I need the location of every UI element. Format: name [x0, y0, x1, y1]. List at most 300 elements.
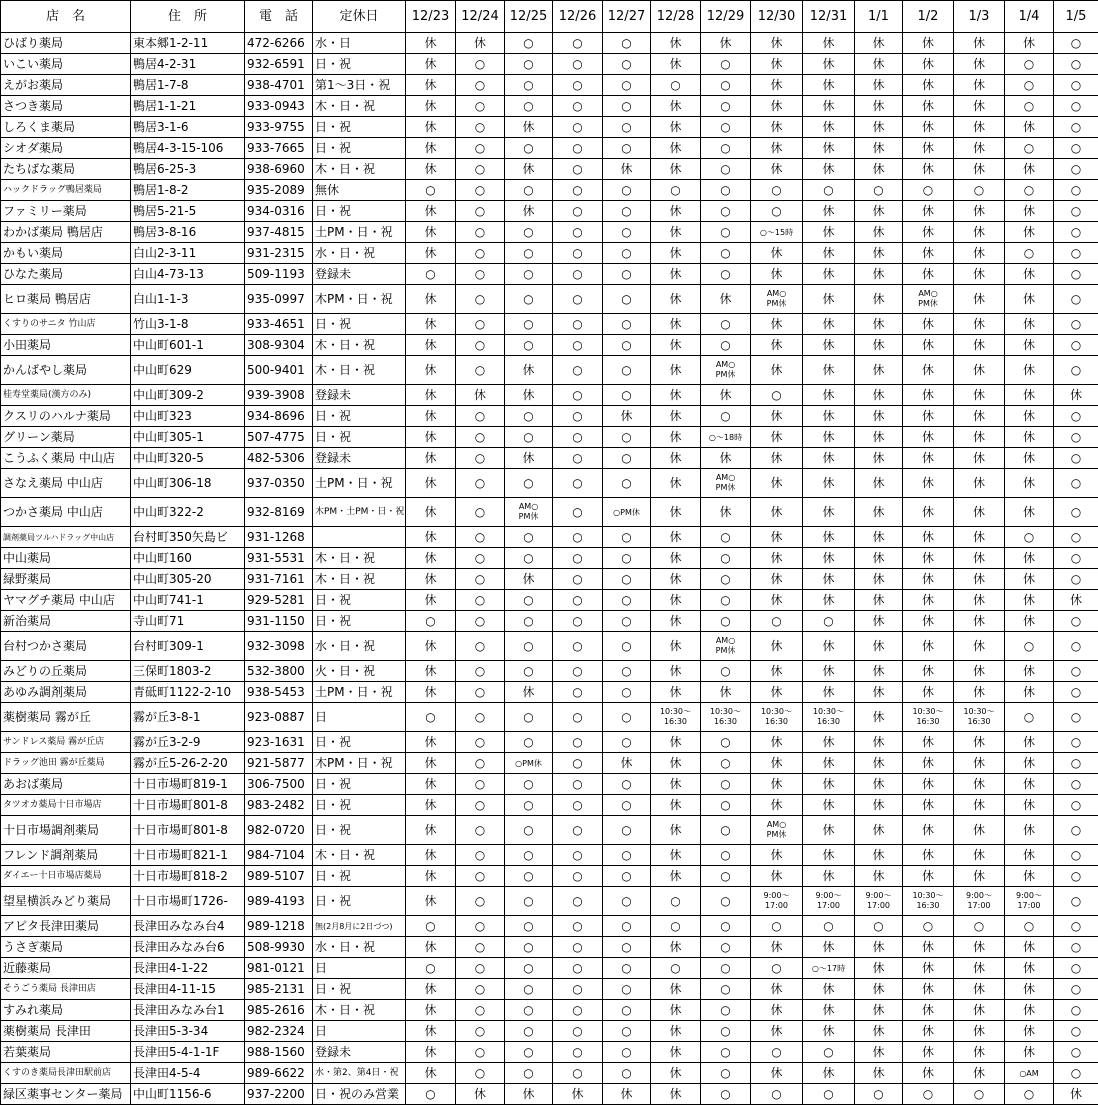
day-status: 休 [903, 661, 954, 682]
store-address: 台村町309-1 [131, 632, 245, 661]
day-status: ○ [553, 816, 603, 845]
day-status: 休 [855, 356, 903, 385]
store-name: ファミリー薬局 [1, 201, 131, 222]
day-status: 休 [855, 1042, 903, 1063]
day-status: ○ [553, 469, 603, 498]
table-row [1, 661, 1098, 682]
store-name: タツオカ薬局十日市場店 [1, 795, 131, 816]
day-status: 休 [855, 1000, 903, 1021]
day-status: 休 [406, 314, 456, 335]
day-status: ○ [603, 937, 651, 958]
day-status: 休 [855, 159, 903, 180]
day-status: 休 [1005, 611, 1054, 632]
header-date: 12/30 [751, 1, 803, 33]
day-status: ○ [603, 117, 651, 138]
day-status: ○ [1054, 1000, 1098, 1021]
day-status: 休 [751, 1063, 803, 1084]
day-status: 休 [751, 138, 803, 159]
day-status: 休 [651, 243, 701, 264]
header-date: 12/24 [456, 1, 505, 33]
day-status: ○ [903, 1084, 954, 1105]
day-status: ○ [456, 816, 505, 845]
day-status: ○ [553, 569, 603, 590]
day-status: 休 [803, 335, 855, 356]
day-status: ○ [1005, 527, 1054, 548]
store-name: すみれ薬局 [1, 1000, 131, 1021]
day-status: 休 [651, 264, 701, 285]
day-status: 休 [406, 682, 456, 703]
day-status: 休 [406, 222, 456, 243]
day-status: 休 [954, 54, 1005, 75]
store-phone: 981-0121 [245, 958, 313, 979]
day-status: ○ [456, 916, 505, 937]
table-row [1, 590, 1098, 611]
day-status: ○ [701, 75, 751, 96]
day-status: ○ [505, 335, 553, 356]
store-phone: 308-9304 [245, 335, 313, 356]
day-status: ○ [406, 703, 456, 732]
store-phone: 932-3098 [245, 632, 313, 661]
day-status: AM○ PM休 [701, 632, 751, 661]
day-status: ○ [701, 887, 751, 916]
regular-holiday: 木PM・日・祝 [313, 285, 406, 314]
day-status: 休 [406, 285, 456, 314]
regular-holiday: 日 [313, 958, 406, 979]
regular-holiday: 日・祝 [313, 201, 406, 222]
regular-holiday: 木・日・祝 [313, 356, 406, 385]
store-address: 中山町306-18 [131, 469, 245, 498]
day-status: 休 [1005, 222, 1054, 243]
store-name: 薬樹薬局 霧が丘 [1, 703, 131, 732]
day-status: 休 [1005, 117, 1054, 138]
store-name: ハックドラッグ鴨居薬局 [1, 180, 131, 201]
day-status: ○ [701, 1021, 751, 1042]
day-status: 休 [954, 314, 1005, 335]
store-address: 霧が丘5-26-2-20 [131, 753, 245, 774]
day-status: ○ [855, 1084, 903, 1105]
day-status: 休 [954, 356, 1005, 385]
store-name: みどりの丘薬局 [1, 661, 131, 682]
table-row [1, 611, 1098, 632]
day-status: ○ [701, 54, 751, 75]
table-row [1, 548, 1098, 569]
day-status: 休 [1005, 979, 1054, 1000]
store-phone: 935-2089 [245, 180, 313, 201]
day-status: ○～15時 [751, 222, 803, 243]
day-status: ○ [1005, 138, 1054, 159]
day-status: 休 [651, 448, 701, 469]
day-status: 休 [1005, 285, 1054, 314]
store-name: かもい薬局 [1, 243, 131, 264]
day-status: 休 [855, 285, 903, 314]
table-row [1, 33, 1098, 54]
regular-holiday: 登録未 [313, 385, 406, 406]
regular-holiday: 日・祝 [313, 866, 406, 887]
day-status: ○ [505, 590, 553, 611]
day-status: ○ [1005, 243, 1054, 264]
store-address: 中山町309-2 [131, 385, 245, 406]
day-status: ○ [1054, 958, 1098, 979]
day-status: 休 [903, 937, 954, 958]
day-status: ○ [803, 1084, 855, 1105]
day-status: ○ [603, 314, 651, 335]
day-status: 休 [803, 498, 855, 527]
day-status: ○ [603, 222, 651, 243]
store-name: あゆみ調剤薬局 [1, 682, 131, 703]
day-status: ○ [456, 96, 505, 117]
header-date: 1/1 [855, 1, 903, 33]
day-status: 休 [903, 222, 954, 243]
day-status: ○ [1054, 264, 1098, 285]
day-status: ○ [456, 611, 505, 632]
table-row [1, 866, 1098, 887]
store-name: そうごう薬局 長津田店 [1, 979, 131, 1000]
day-status: 休 [803, 774, 855, 795]
day-status: ○ [553, 795, 603, 816]
day-status: ○ [553, 498, 603, 527]
day-status: 休 [751, 159, 803, 180]
day-status: 休 [651, 335, 701, 356]
store-address: 中山町320-5 [131, 448, 245, 469]
day-status: 休 [954, 33, 1005, 54]
store-address: 寺山町71 [131, 611, 245, 632]
day-status: ○ [505, 866, 553, 887]
day-status: 休 [903, 117, 954, 138]
store-phone: 937-4815 [245, 222, 313, 243]
day-status: ○ [751, 611, 803, 632]
store-name: クスリのハルナ薬局 [1, 406, 131, 427]
day-status: ○ [1054, 774, 1098, 795]
day-status: 休 [406, 406, 456, 427]
day-status: 休 [505, 356, 553, 385]
regular-holiday: 木・日・祝 [313, 548, 406, 569]
day-status: 休 [954, 75, 1005, 96]
day-status: 休 [903, 774, 954, 795]
store-name: さなえ薬局 中山店 [1, 469, 131, 498]
day-status: 休 [1005, 427, 1054, 448]
day-status: ○ [603, 816, 651, 845]
regular-holiday: 日・祝 [313, 314, 406, 335]
day-status: ○ [701, 548, 751, 569]
table-row [1, 887, 1098, 916]
store-name: うさぎ薬局 [1, 937, 131, 958]
day-status: ○ [803, 916, 855, 937]
day-status: ○ [603, 33, 651, 54]
day-status: ○ [1054, 569, 1098, 590]
day-status: ○ [505, 285, 553, 314]
day-status: ○ [603, 548, 651, 569]
day-status: 休 [803, 117, 855, 138]
store-address: 長津田5-4-1-1F [131, 1042, 245, 1063]
day-status: 休 [1005, 816, 1054, 845]
day-status: 9:00～ 17:00 [803, 887, 855, 916]
day-status: 10:30～ 16:30 [954, 703, 1005, 732]
day-status: ○ [701, 795, 751, 816]
day-status: ○ [701, 243, 751, 264]
day-status: 休 [803, 385, 855, 406]
day-status: 休 [651, 632, 701, 661]
store-name: えがお薬局 [1, 75, 131, 96]
day-status: ○ [701, 96, 751, 117]
day-status: 休 [751, 937, 803, 958]
regular-holiday: 日・祝 [313, 816, 406, 845]
store-address: 鴨居3-1-6 [131, 117, 245, 138]
day-status: 休 [701, 385, 751, 406]
table-row [1, 406, 1098, 427]
day-status: ○ [505, 916, 553, 937]
day-status: 休 [803, 96, 855, 117]
day-status: 休 [903, 201, 954, 222]
day-status: ○ [456, 1042, 505, 1063]
table-row [1, 75, 1098, 96]
day-status: 10:30～ 16:30 [751, 703, 803, 732]
day-status: 休 [954, 682, 1005, 703]
table-row [1, 469, 1098, 498]
store-phone: 938-4701 [245, 75, 313, 96]
store-name: 台村つかさ薬局 [1, 632, 131, 661]
day-status: 休 [651, 661, 701, 682]
day-status: ○ [553, 243, 603, 264]
day-status: 休 [1005, 590, 1054, 611]
day-status: ○ [701, 845, 751, 866]
day-status: 休 [855, 1063, 903, 1084]
day-status: 休 [803, 1063, 855, 1084]
day-status: ○ [1054, 661, 1098, 682]
day-status: 休 [803, 243, 855, 264]
day-status: AM○ PM休 [505, 498, 553, 527]
day-status: 休 [954, 569, 1005, 590]
day-status: ○ [803, 180, 855, 201]
day-status: ○ [456, 243, 505, 264]
store-phone: 482-5306 [245, 448, 313, 469]
day-status: ○ [553, 632, 603, 661]
day-status: 休 [651, 979, 701, 1000]
day-status: 休 [701, 498, 751, 527]
day-status: ○ [701, 180, 751, 201]
day-status: ○ [456, 979, 505, 1000]
day-status: ○ [751, 1084, 803, 1105]
day-status: 休 [903, 406, 954, 427]
day-status: 休 [803, 1000, 855, 1021]
day-status: 休 [456, 1084, 505, 1105]
day-status: 休 [505, 201, 553, 222]
day-status: 休 [406, 75, 456, 96]
day-status: 10:30～ 16:30 [701, 703, 751, 732]
day-status: AM○ PM休 [751, 816, 803, 845]
table-row [1, 264, 1098, 285]
day-status: ○ [603, 356, 651, 385]
store-address: 長津田みなみ台1 [131, 1000, 245, 1021]
day-status: 休 [855, 958, 903, 979]
store-name: かんばやし薬局 [1, 356, 131, 385]
table-row [1, 498, 1098, 527]
store-phone: 985-2131 [245, 979, 313, 1000]
table-row [1, 1042, 1098, 1063]
day-status: 休 [651, 1021, 701, 1042]
day-status: 休 [954, 732, 1005, 753]
day-status: ○ [456, 527, 505, 548]
day-status: ○ [603, 264, 651, 285]
table-row [1, 632, 1098, 661]
day-status: ○ [1054, 335, 1098, 356]
day-status: ○ [603, 795, 651, 816]
day-status: 休 [803, 795, 855, 816]
day-status: ○AM [1005, 1063, 1054, 1084]
day-status: ○ [553, 159, 603, 180]
day-status: ○ [701, 335, 751, 356]
day-status: 休 [751, 682, 803, 703]
day-status: 休 [954, 958, 1005, 979]
table-row [1, 54, 1098, 75]
day-status: 休 [505, 159, 553, 180]
day-status: ○ [505, 887, 553, 916]
regular-holiday: 水・日・祝 [313, 632, 406, 661]
store-address: 鴨居3-8-16 [131, 222, 245, 243]
day-status: ○ [603, 180, 651, 201]
day-status: ○ [1054, 96, 1098, 117]
day-status: ○ [701, 569, 751, 590]
day-status: 休 [903, 1042, 954, 1063]
day-status: 休 [903, 732, 954, 753]
regular-holiday: 登録未 [313, 448, 406, 469]
table-body [1, 33, 1098, 1105]
day-status: 休 [855, 682, 903, 703]
day-status: ○ [505, 138, 553, 159]
regular-holiday: 水・第2、第4日・祝 [313, 1063, 406, 1084]
day-status: 休 [751, 96, 803, 117]
day-status: 休 [803, 816, 855, 845]
day-status: 休 [803, 569, 855, 590]
regular-holiday: 木・日・祝 [313, 845, 406, 866]
day-status: ○ [406, 958, 456, 979]
day-status: 休 [954, 774, 1005, 795]
day-status: 休 [855, 264, 903, 285]
day-status: 休 [406, 569, 456, 590]
day-status: 休 [651, 201, 701, 222]
day-status: ○ [553, 222, 603, 243]
table-row [1, 243, 1098, 264]
day-status: ○ [701, 264, 751, 285]
day-status: 休 [855, 96, 903, 117]
store-phone: 989-6622 [245, 1063, 313, 1084]
store-address: 鴨居1-8-2 [131, 180, 245, 201]
day-status: 休 [651, 753, 701, 774]
store-address: 中山町629 [131, 356, 245, 385]
day-status: 休 [954, 285, 1005, 314]
day-status: 休 [855, 1021, 903, 1042]
day-status: ○ [553, 916, 603, 937]
day-status: 休 [855, 243, 903, 264]
day-status: ○ [505, 958, 553, 979]
day-status: ○ [603, 732, 651, 753]
day-status: 休 [954, 469, 1005, 498]
regular-holiday: 木PM・日・祝 [313, 753, 406, 774]
table-row [1, 753, 1098, 774]
day-status: ○ [603, 958, 651, 979]
day-status: ○ [651, 75, 701, 96]
day-status: ○ [1054, 406, 1098, 427]
day-status: ○ [505, 264, 553, 285]
day-status: 休 [406, 774, 456, 795]
day-status: 休 [651, 611, 701, 632]
day-status: 休 [751, 845, 803, 866]
store-phone: 988-1560 [245, 1042, 313, 1063]
regular-holiday: 日・祝 [313, 427, 406, 448]
day-status: ○ [456, 285, 505, 314]
day-status: ○ [603, 632, 651, 661]
day-status: 休 [1005, 732, 1054, 753]
day-status: 休 [406, 866, 456, 887]
day-status: 10:30～ 16:30 [903, 887, 954, 916]
day-status: 休 [855, 548, 903, 569]
store-address: 中山町160 [131, 548, 245, 569]
day-status: ○ [456, 958, 505, 979]
day-status: 休 [954, 117, 1005, 138]
day-status: ○ [1005, 75, 1054, 96]
day-status: 休 [751, 356, 803, 385]
day-status: 休 [751, 448, 803, 469]
day-status: 休 [1005, 201, 1054, 222]
day-status: ○ [751, 180, 803, 201]
header-holiday: 定休日 [313, 1, 406, 33]
day-status: 休 [803, 661, 855, 682]
day-status: 休 [954, 937, 1005, 958]
table-row [1, 732, 1098, 753]
day-status: ○ [456, 427, 505, 448]
day-status: 休 [903, 264, 954, 285]
store-address: 鴨居5-21-5 [131, 201, 245, 222]
table-row [1, 958, 1098, 979]
day-status: 休 [603, 753, 651, 774]
day-status: 休 [505, 569, 553, 590]
day-status: ○ [553, 180, 603, 201]
day-status: 休 [406, 498, 456, 527]
day-status: 休 [803, 54, 855, 75]
store-name: アピタ長津田薬局 [1, 916, 131, 937]
day-status: 休 [903, 527, 954, 548]
day-status: 休 [1005, 469, 1054, 498]
day-status: 休 [903, 314, 954, 335]
store-address: 中山町323 [131, 406, 245, 427]
day-status: ○ [701, 732, 751, 753]
day-status: ○ [1054, 887, 1098, 916]
day-status: 休 [751, 732, 803, 753]
day-status: ○ [505, 54, 553, 75]
day-status: 休 [651, 1063, 701, 1084]
table-row [1, 335, 1098, 356]
header-date: 1/4 [1005, 1, 1054, 33]
day-status: ○ [603, 845, 651, 866]
table-row [1, 356, 1098, 385]
day-status: ○ [803, 611, 855, 632]
day-status: ○ [1054, 753, 1098, 774]
day-status: ○ [1005, 632, 1054, 661]
day-status: ○ [603, 427, 651, 448]
day-status: 休 [903, 979, 954, 1000]
regular-holiday: 登録未 [313, 1042, 406, 1063]
day-status: ○ [456, 632, 505, 661]
store-phone: 500-9401 [245, 356, 313, 385]
day-status: 休 [803, 937, 855, 958]
regular-holiday: 日・祝 [313, 887, 406, 916]
day-status: 休 [751, 243, 803, 264]
day-status: ○ [701, 159, 751, 180]
day-status: 休 [751, 406, 803, 427]
day-status: ○ [603, 448, 651, 469]
regular-holiday [313, 527, 406, 548]
store-address: 東本郷1-2-11 [131, 33, 245, 54]
day-status: ○ [553, 774, 603, 795]
